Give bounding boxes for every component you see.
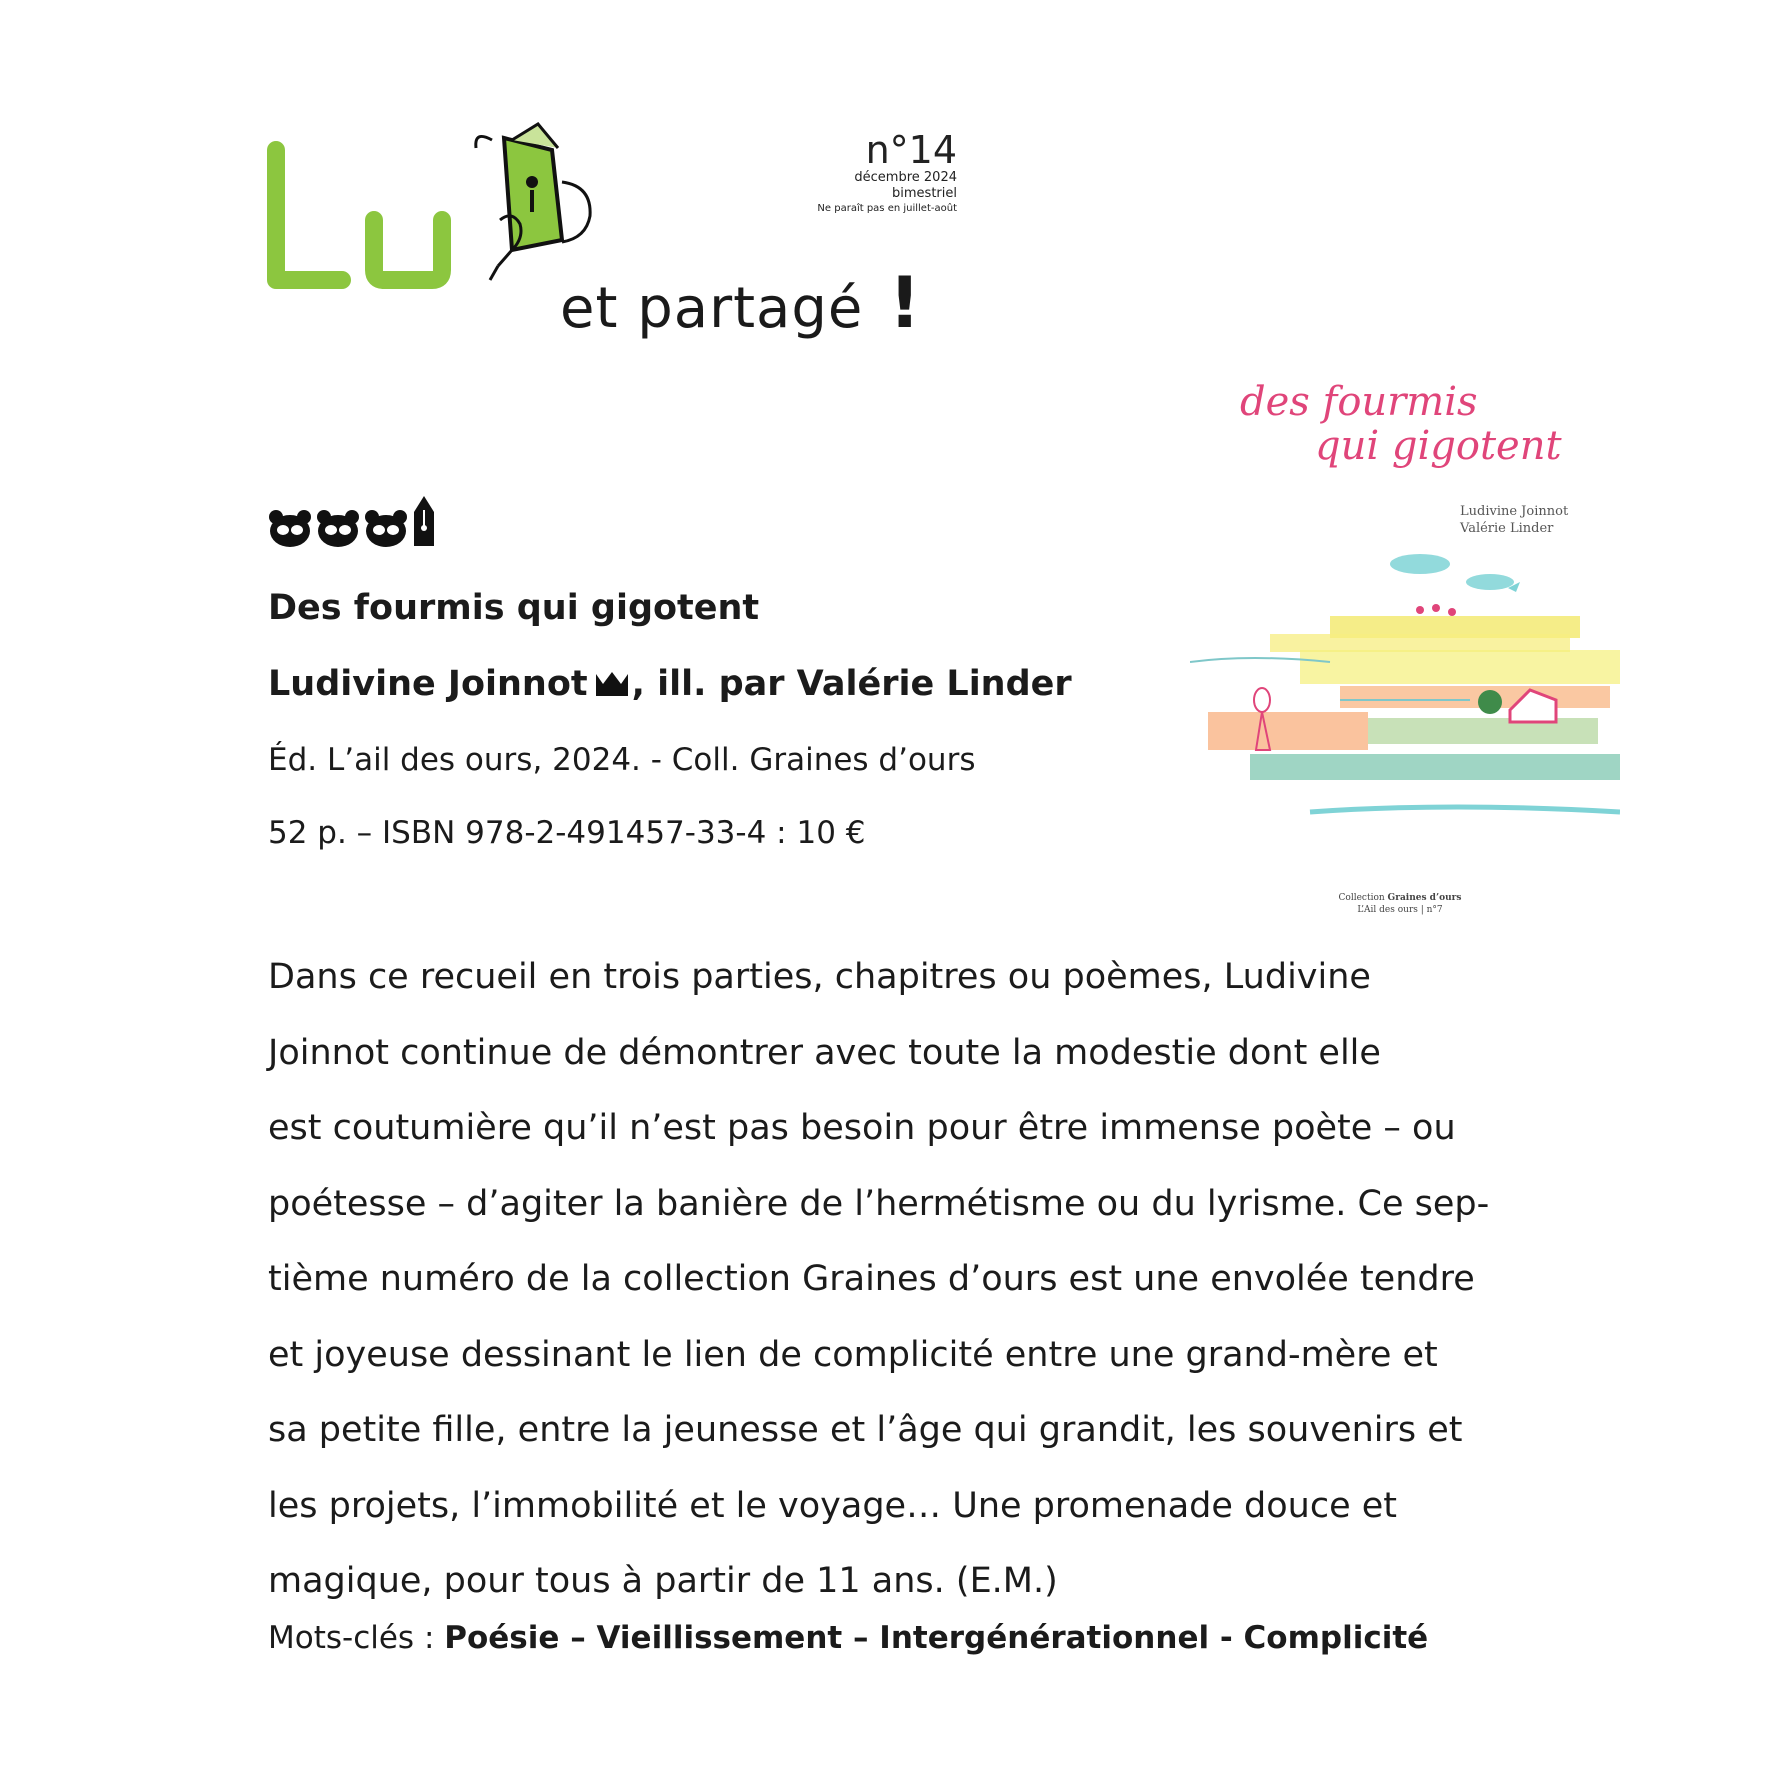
cover-collection-note: L’Ail des ours | n°7 <box>1357 905 1443 915</box>
age-rating <box>268 496 436 548</box>
issue-info <box>767 130 957 215</box>
book-illustrator: , ill. par Valérie Linder <box>631 664 1072 704</box>
issue-date: décembre 2024 <box>854 170 957 185</box>
cover-title <box>1240 380 1600 468</box>
review-line: poétesse – d’agiter la banière de l’hermétisme ou du lyrisme. Ce sep- <box>268 1183 1490 1224</box>
keywords-label: Mots-clés : <box>268 1620 445 1656</box>
issue-frequency: bimestriel <box>892 186 957 201</box>
bear-icon <box>364 508 408 548</box>
masthead <box>262 100 962 360</box>
keywords-values: Poésie – Vieillissement – Intergénérationnel - Complicité <box>444 1620 1429 1656</box>
review-line: et joyeuse dessinant le lien de complicité entre une grand-mère et <box>268 1334 1438 1375</box>
book-title: Des fourmis qui gigotent <box>268 588 760 628</box>
review-line: magique, pour tous à partir de 11 ans. (E.M.) <box>268 1561 1058 1601</box>
book-credits <box>268 664 1072 704</box>
review-line: les projets, l’immobilité et le voyage… Une promenade douce et <box>268 1485 1398 1526</box>
review-line: est coutumière qu’il n’est pas besoin pour être immense poète – ou <box>268 1108 1456 1148</box>
cover-title-line1: des fourmis <box>1240 379 1478 425</box>
cover-illustration <box>1190 550 1620 880</box>
book-publisher: Éd. L’ail des ours, 2024. - Coll. Graines d’ours <box>268 742 976 778</box>
cover-title-line2: qui gigotent <box>1315 423 1562 469</box>
cover-collection: Collection Graines d’ours L’Ail des ours | n°7 <box>1315 892 1485 916</box>
cover-authors <box>1460 503 1568 537</box>
keywords <box>268 1620 1428 1656</box>
issue-number: n°14 <box>865 128 957 172</box>
cover-collection-name: Graines d’ours <box>1387 893 1462 903</box>
book-cover <box>1190 370 1620 930</box>
issue-note: Ne paraît pas en juillet-août <box>817 203 957 214</box>
review-text <box>268 940 1568 1620</box>
cover-illustrator: Valérie Linder <box>1460 521 1554 536</box>
cover-author: Ludivine Joinnot <box>1460 504 1569 519</box>
review-line: Dans ce recueil en trois parties, chapitres ou poèmes, Ludivine <box>268 957 1371 997</box>
book-author: Ludivine Joinnot <box>268 664 588 704</box>
masthead-subtitle: et partagé ! <box>560 262 922 344</box>
crown-icon <box>594 670 630 698</box>
pen-nib-icon <box>412 496 436 548</box>
book-details: 52 p. – ISBN 978-2-491457-33-4 : 10 € <box>268 815 866 851</box>
review-line: Joinnot continue de démontrer avec toute la modestie dont elle <box>268 1032 1381 1073</box>
bear-icon <box>316 508 360 548</box>
review-line: sa petite fille, entre la jeunesse et l’âge qui grandit, les souvenirs et <box>268 1410 1463 1450</box>
bear-icon <box>268 508 312 548</box>
review-line: tième numéro de la collection Graines d’ours est une envolée tendre <box>268 1259 1475 1299</box>
